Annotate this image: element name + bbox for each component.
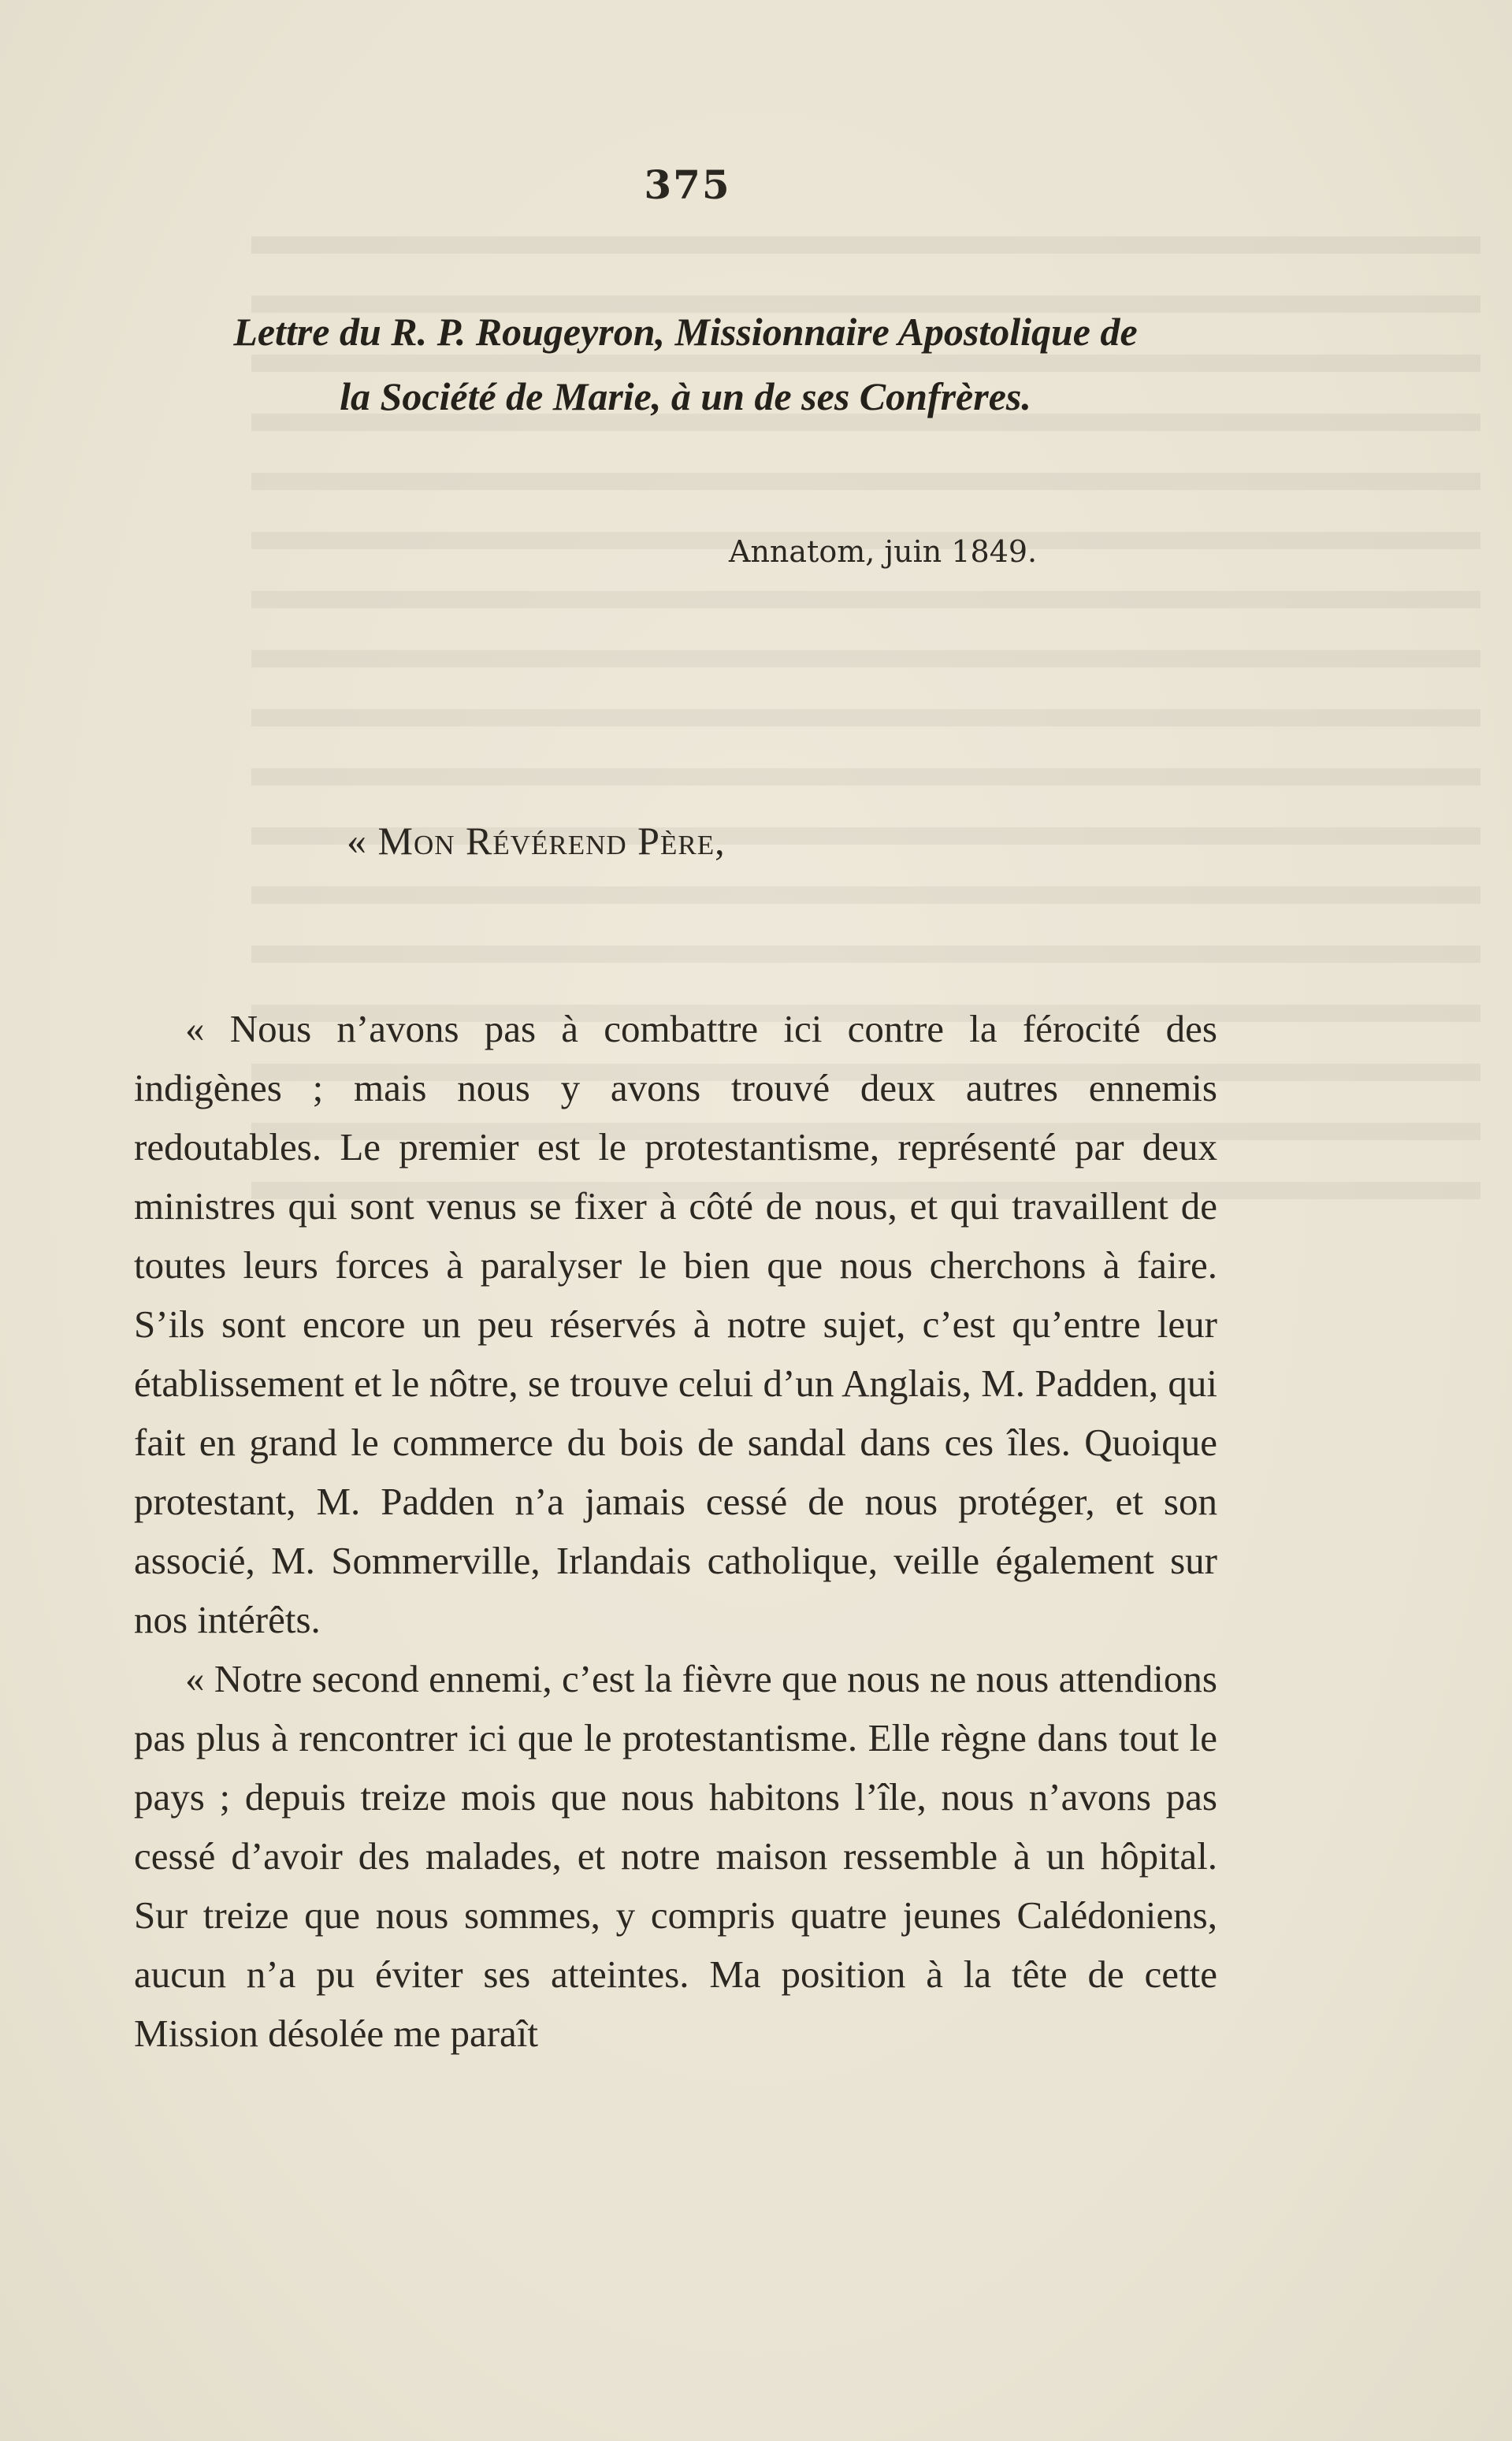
body-paragraph-2: « Notre second ennemi, c’est la fièvre que nous ne nous attendions pas plus à rencontrer ici que le protestantisme. Elle règne dans tout le pays ; depuis treize mois que nous habitons l’île, nous n’avons pas cessé d’avoir des malades, et notre maison ressemble à un hôpital. Sur treize que nous sommes, y compris quatre jeunes Calédoniens, aucun n’a pu éviter ses atteintes. Ma position à la tête de cette Mission désolée me paraît: [134, 1657, 1217, 2055]
letter-body: [134, 999, 1217, 2063]
salutation: [347, 818, 726, 864]
letter-title-line-1: Lettre du R. P. Rougeyron, Missionnaire Apostolique de: [233, 310, 1138, 354]
letter-title-line-2: la Société de Marie, à un de ses Confrères.: [340, 374, 1031, 418]
dateline: Annatom, juin 1849.: [729, 534, 1038, 569]
salutation-quote: «: [347, 819, 378, 863]
salutation-text: Mon Révérend Père,: [377, 819, 726, 863]
page-number: 375: [644, 162, 731, 208]
letter-title: [134, 299, 1237, 429]
body-paragraph-1: « Nous n’avons pas à combattre ici contre la férocité des indigènes ; mais nous y avons trouvé deux autres ennemis redoutables. Le premier est le protestantisme, représenté par deux ministres qui sont venus se fixer à côté de nous, et qui travaillent de toutes leurs forces à paralyser le bien que nous cherchons à faire. S’ils sont encore un peu réservés à notre sujet, c’est qu’entre leur établissement et le nôtre, se trouve celui d’un Anglais, M. Padden, qui fait en grand le commerce du bois de sandal dans ces îles. Quoique protestant, M. Padden n’a jamais cessé de nous protéger, et son associé, M. Sommerville, Irlandais catholique, veille également sur nos intérêts.: [134, 1007, 1217, 1641]
